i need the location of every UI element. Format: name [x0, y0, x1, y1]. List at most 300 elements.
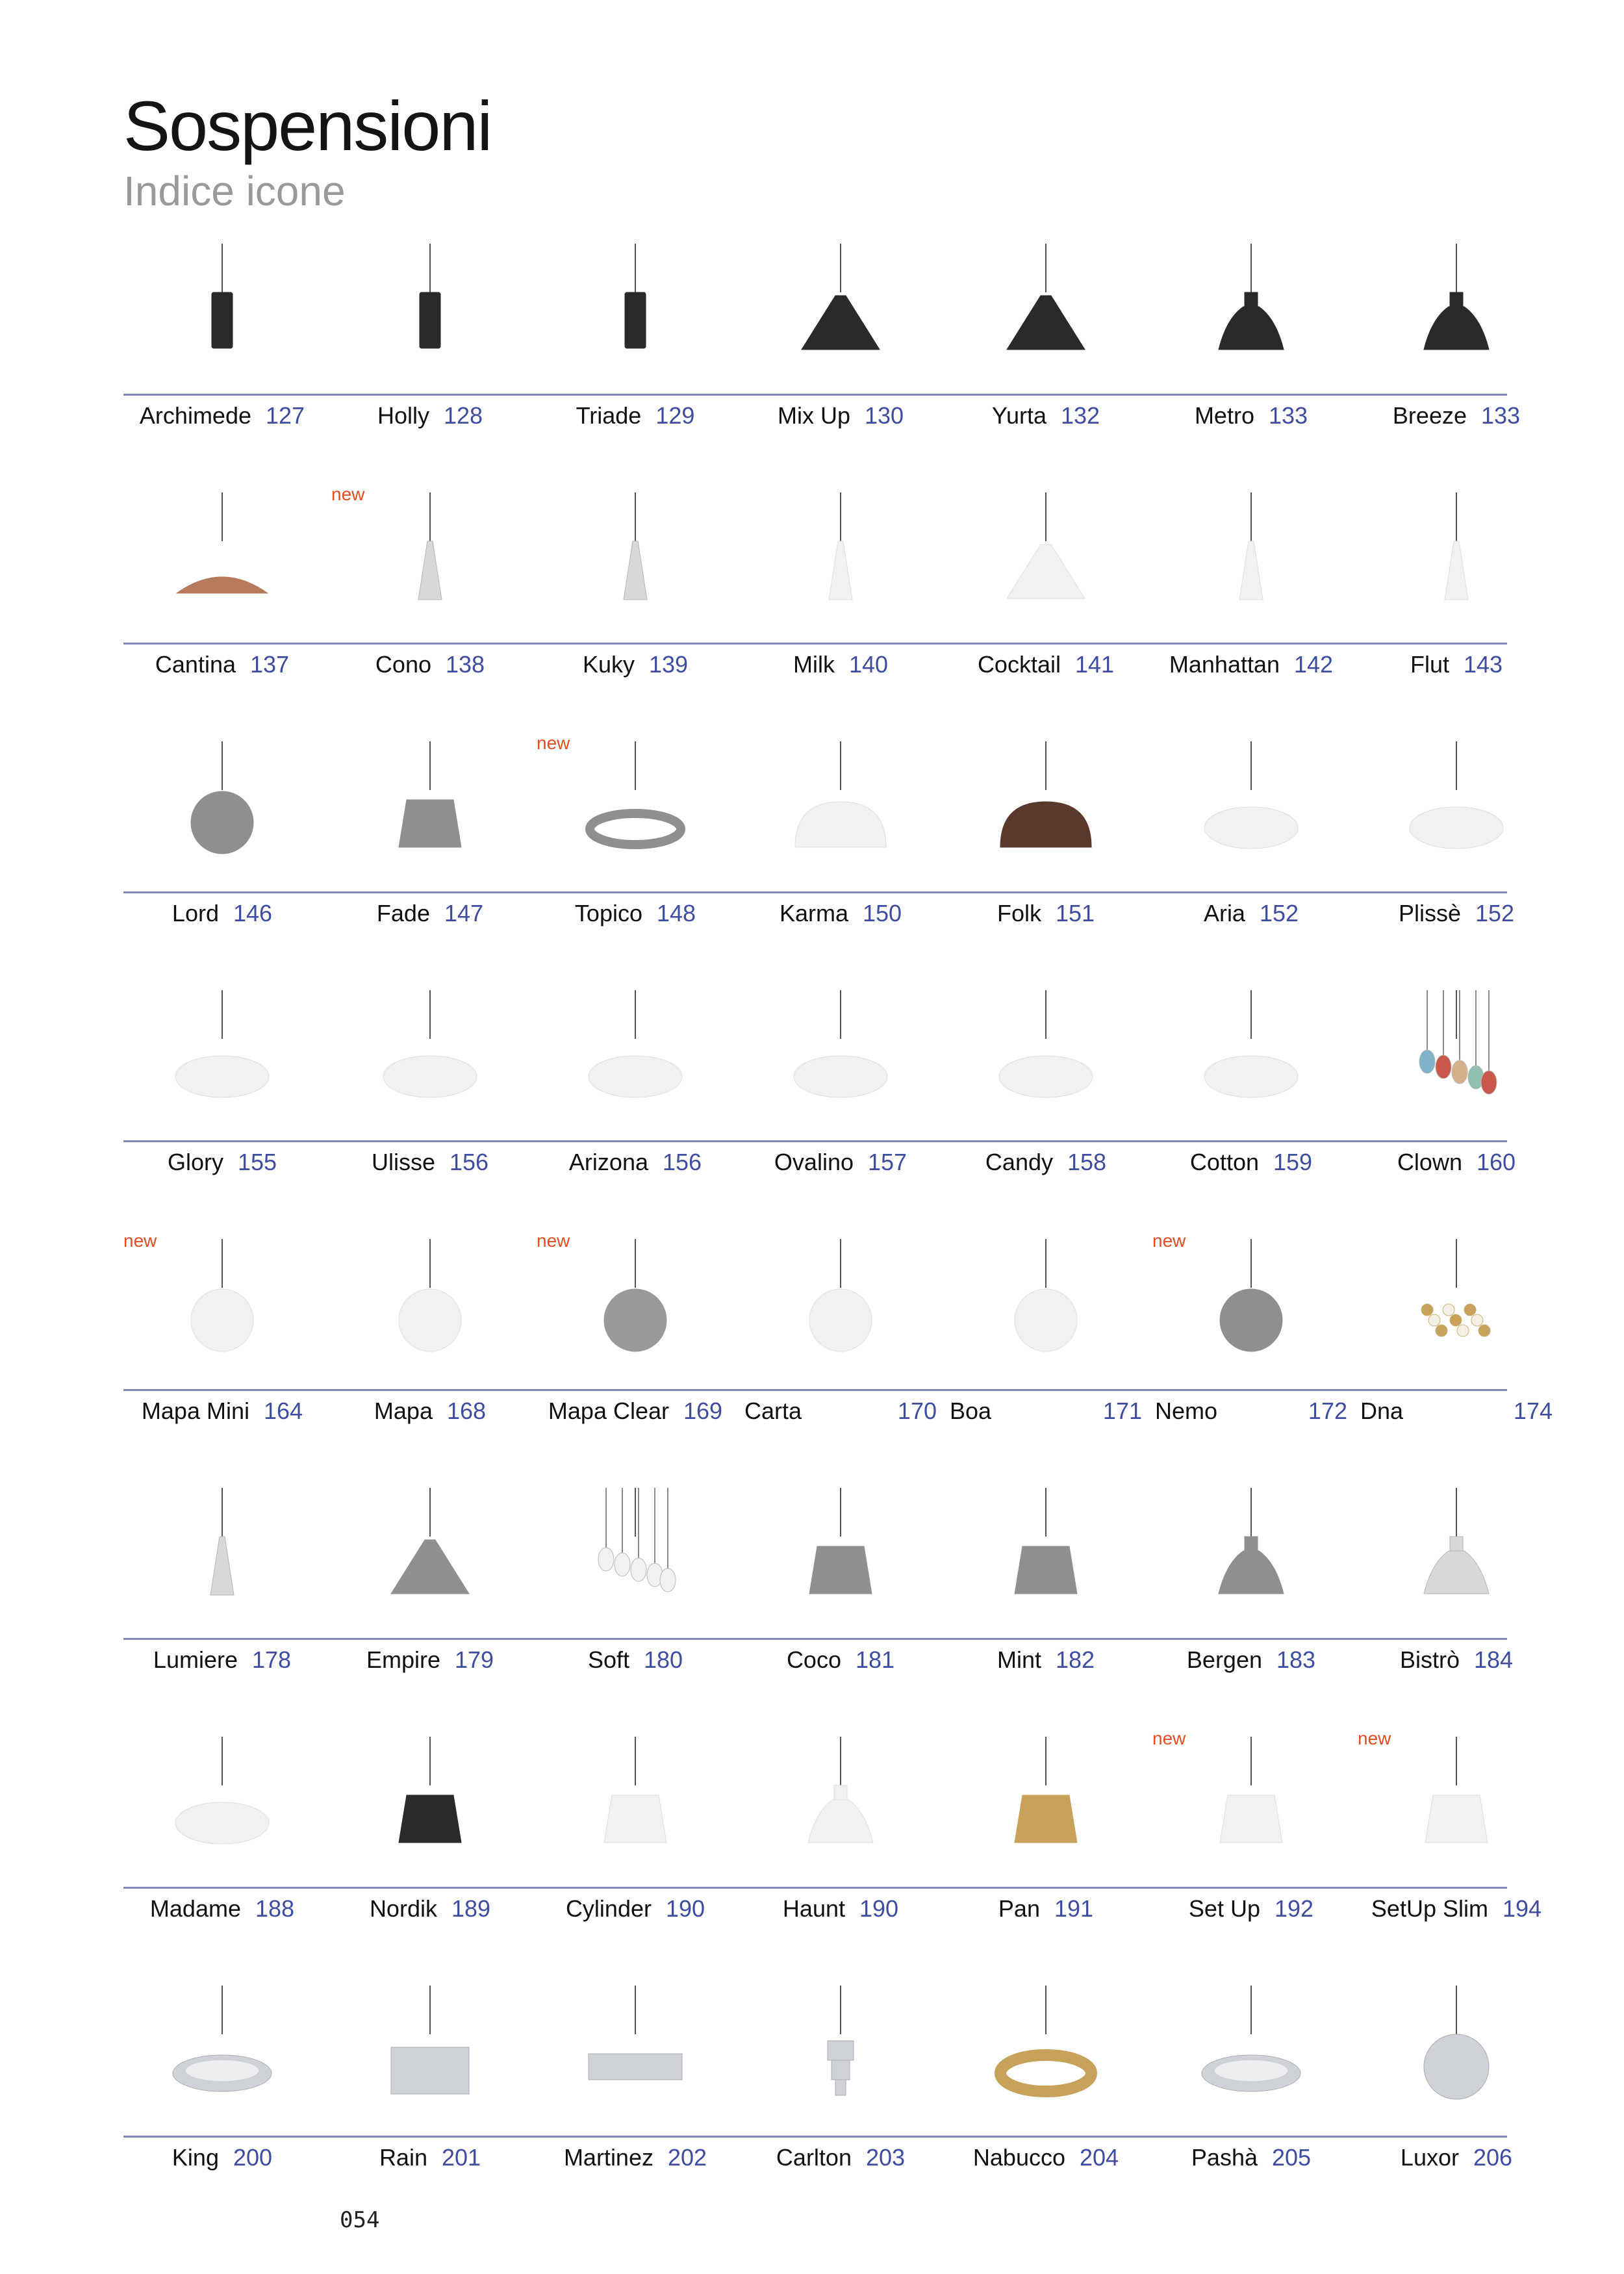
slim-cone-pendant-icon [570, 483, 700, 626]
new-badge: new [537, 1231, 570, 1251]
product-tile[interactable] [1152, 1727, 1350, 1976]
product-name: Madame [149, 1895, 241, 1922]
product-caption [1152, 1399, 1350, 1423]
product-page-ref[interactable]: 156 [662, 1149, 702, 1175]
product-tile[interactable] [1152, 980, 1350, 1229]
product-tile[interactable] [742, 1229, 939, 1478]
product-page-ref[interactable]: 189 [451, 1895, 491, 1922]
cylinder-pendant-icon [365, 234, 495, 377]
product-page-ref[interactable]: 168 [446, 1398, 487, 1424]
product-tile[interactable] [1358, 234, 1555, 483]
globe-pendant-icon [570, 1229, 700, 1372]
product-tile[interactable] [1152, 1976, 1350, 2225]
disc-pendant-icon [157, 980, 287, 1123]
product-name: Cocktail [977, 651, 1061, 678]
product-caption [331, 1399, 529, 1423]
globe-pendant-icon [157, 732, 287, 875]
product-tile[interactable] [331, 1976, 529, 2225]
cone-pendant-icon [776, 234, 906, 377]
product-caption [742, 2146, 939, 2169]
product-tile[interactable] [331, 1229, 529, 1478]
product-page-ref[interactable]: 155 [237, 1149, 277, 1175]
product-tile[interactable] [537, 483, 734, 732]
product-name: Carta [744, 1398, 802, 1424]
product-page-ref[interactable]: 205 [1272, 2144, 1312, 2171]
new-badge: new [331, 484, 365, 504]
product-name: Topico [574, 900, 642, 926]
product-page-ref[interactable]: 206 [1473, 2144, 1513, 2171]
disc-pendant-icon [776, 980, 906, 1123]
product-caption [537, 404, 734, 428]
product-name: Mapa [374, 1398, 433, 1424]
product-tile[interactable] [123, 980, 321, 1229]
disc-pendant-icon [1186, 980, 1316, 1123]
product-tile[interactable] [1358, 1727, 1555, 1976]
new-badge: new [1152, 1728, 1186, 1748]
product-caption [123, 1648, 321, 1672]
cone-pendant-icon [981, 483, 1111, 626]
product-tile[interactable] [947, 1727, 1145, 1976]
disc-pendant-icon [1391, 732, 1521, 875]
product-caption [947, 404, 1145, 428]
product-name: Breeze [1392, 402, 1467, 429]
bell-pendant-icon [1391, 1478, 1521, 1621]
product-caption [537, 902, 734, 925]
product-name: Cylinder [565, 1895, 652, 1922]
product-page-ref[interactable]: 150 [862, 900, 902, 926]
product-caption [742, 1897, 939, 1921]
product-name: Lord [171, 900, 219, 926]
disc-pendant-icon [981, 980, 1111, 1123]
row-divider [123, 394, 1507, 396]
index-row [123, 1229, 1553, 1478]
product-caption [1152, 1648, 1350, 1672]
product-tile[interactable] [742, 1976, 939, 2225]
product-tile[interactable] [1152, 1478, 1350, 1727]
product-page-ref[interactable]: 132 [1060, 402, 1100, 429]
product-caption [537, 1897, 734, 1921]
index-row [123, 732, 1515, 980]
slim-cone-pendant-icon [157, 1478, 287, 1621]
product-caption [742, 653, 939, 676]
product-page-ref[interactable]: 204 [1080, 2144, 1119, 2171]
product-caption [537, 1648, 734, 1672]
product-name: Plissè [1398, 900, 1461, 926]
product-page-ref[interactable]: 191 [1054, 1895, 1094, 1922]
slim-cone-pendant-icon [1186, 483, 1316, 626]
row-divider [123, 891, 1507, 893]
product-page-ref[interactable]: 182 [1055, 1646, 1095, 1673]
product-page-ref[interactable]: 184 [1473, 1646, 1514, 1673]
product-tile[interactable] [331, 732, 529, 980]
product-caption [123, 404, 321, 428]
product-name: Soft [587, 1646, 629, 1673]
crystal-disc-pendant-icon [157, 1976, 287, 2119]
product-page-ref[interactable]: 151 [1055, 900, 1095, 926]
product-name: Kuky [582, 651, 635, 678]
product-page-ref[interactable]: 148 [656, 900, 696, 926]
product-caption [1152, 404, 1350, 428]
product-name: Archimede [139, 402, 251, 429]
cylinder-pendant-icon [157, 234, 287, 377]
product-page-ref[interactable]: 128 [443, 402, 483, 429]
product-caption [1358, 653, 1555, 676]
product-name: Bistrò [1399, 1646, 1460, 1673]
product-page-ref[interactable]: 138 [445, 651, 485, 678]
product-caption [947, 902, 1145, 925]
product-tile[interactable] [742, 1727, 939, 1976]
product-page-ref[interactable]: 179 [454, 1646, 494, 1673]
dish-pendant-icon [157, 483, 287, 626]
product-page-ref[interactable]: 152 [1259, 900, 1299, 926]
product-tile[interactable] [537, 732, 734, 980]
product-page-ref[interactable]: 143 [1463, 651, 1503, 678]
product-name: Mix Up [777, 402, 850, 429]
product-name: Pashà [1191, 2144, 1258, 2171]
product-name: Nabucco [972, 2144, 1065, 2171]
product-page-ref[interactable]: 201 [441, 2144, 481, 2171]
product-page-ref[interactable]: 169 [683, 1398, 723, 1424]
product-caption [537, 1399, 734, 1423]
disc-pendant-icon [157, 1727, 287, 1870]
cone-pendant-icon [365, 1478, 495, 1621]
product-caption [1358, 2146, 1555, 2169]
cluster-pendant-icon [1391, 1229, 1521, 1372]
product-caption [742, 1648, 939, 1672]
disc-pendant-icon [365, 980, 495, 1123]
page-subtitle: Indice icone [123, 168, 346, 214]
cylinder-pendant-icon [570, 234, 700, 377]
product-tile[interactable] [947, 483, 1145, 732]
product-tile[interactable] [537, 1229, 734, 1478]
cone-pendant-icon [981, 234, 1111, 377]
product-page-ref[interactable]: 174 [1513, 1398, 1553, 1424]
product-name: Luxor [1400, 2144, 1459, 2171]
product-name: Arizona [568, 1149, 648, 1175]
disc-pendant-icon [570, 980, 700, 1123]
product-page-ref[interactable]: 137 [250, 651, 290, 678]
product-caption [331, 1151, 529, 1174]
product-page-ref[interactable]: 133 [1481, 402, 1521, 429]
product-caption [537, 653, 734, 676]
product-tile[interactable] [947, 732, 1145, 980]
product-name: Coco [786, 1646, 841, 1673]
product-page-ref[interactable]: 202 [667, 2144, 707, 2171]
product-page-ref[interactable]: 203 [865, 2144, 906, 2171]
crystal-tier-pendant-icon [776, 1976, 906, 2119]
product-name: Martinez [563, 2144, 653, 2171]
product-page-ref[interactable]: 180 [643, 1646, 683, 1673]
index-row [123, 1727, 1542, 1976]
product-tile[interactable] [123, 1976, 321, 2225]
product-caption [1358, 1897, 1555, 1921]
product-name: Mint [996, 1646, 1041, 1673]
drum-pendant-icon [981, 1727, 1111, 1870]
product-name: Aria [1203, 900, 1245, 926]
product-name: Mapa Mini [141, 1398, 249, 1424]
product-tile[interactable] [742, 980, 939, 1229]
product-caption [537, 2146, 734, 2169]
row-divider [123, 1638, 1507, 1640]
product-tile[interactable] [947, 1229, 1145, 1478]
product-tile[interactable] [1358, 980, 1555, 1229]
product-name: Empire [366, 1646, 440, 1673]
product-name: Ulisse [371, 1149, 435, 1175]
globe-pendant-icon [776, 1229, 906, 1372]
product-tile[interactable] [1358, 1478, 1555, 1727]
product-name: Boa [950, 1398, 992, 1424]
product-tile[interactable] [331, 483, 529, 732]
product-name: Lumiere [153, 1646, 238, 1673]
product-page-ref[interactable]: 160 [1476, 1149, 1516, 1175]
bell-pendant-icon [1186, 1478, 1316, 1621]
product-page-ref[interactable]: 181 [855, 1646, 895, 1673]
product-tile[interactable] [1152, 234, 1350, 483]
product-page-ref[interactable]: 140 [848, 651, 889, 678]
product-page-ref[interactable]: 172 [1308, 1398, 1347, 1424]
product-tile[interactable] [537, 980, 734, 1229]
crystal-drum-pendant-icon [365, 1976, 495, 2119]
product-tile[interactable] [947, 1478, 1145, 1727]
product-page-ref[interactable]: 157 [867, 1149, 907, 1175]
product-tile[interactable] [331, 1727, 529, 1976]
product-page-ref[interactable]: 127 [266, 402, 305, 429]
product-page-ref[interactable]: 133 [1268, 402, 1308, 429]
product-name: Candy [985, 1149, 1053, 1175]
product-name: King [171, 2144, 219, 2171]
product-page-ref[interactable]: 152 [1475, 900, 1515, 926]
product-caption [1358, 1151, 1555, 1174]
product-page-ref[interactable]: 178 [251, 1646, 292, 1673]
product-caption [742, 1399, 939, 1423]
product-page-ref[interactable]: 142 [1294, 651, 1334, 678]
product-page-ref[interactable]: 194 [1502, 1895, 1542, 1922]
product-page-ref[interactable]: 164 [263, 1398, 303, 1424]
product-page-ref[interactable]: 190 [665, 1895, 705, 1922]
product-index-grid [123, 234, 1553, 2225]
product-caption [123, 1151, 321, 1174]
product-name: Ovalino [774, 1149, 854, 1175]
product-caption [947, 1897, 1145, 1921]
drum-pendant-icon [1186, 1727, 1316, 1870]
product-tile[interactable] [331, 980, 529, 1229]
product-tile[interactable] [947, 1976, 1145, 2225]
crystal-disc-pendant-icon [1186, 1976, 1316, 2119]
product-caption [1358, 1399, 1555, 1423]
product-caption [1152, 2146, 1350, 2169]
drum-pendant-icon [365, 1727, 495, 1870]
new-badge: new [1358, 1728, 1391, 1748]
product-tile[interactable] [947, 234, 1145, 483]
product-caption [123, 1399, 321, 1423]
product-name: Set Up [1188, 1895, 1260, 1922]
product-name: Folk [996, 900, 1041, 926]
product-page-ref[interactable]: 156 [449, 1149, 489, 1175]
product-name: Nemo [1155, 1398, 1218, 1424]
product-name: Haunt [782, 1895, 845, 1922]
product-caption [742, 1151, 939, 1174]
product-tile[interactable] [742, 234, 939, 483]
product-name: Bergen [1186, 1646, 1262, 1673]
product-tile[interactable] [537, 1727, 734, 1976]
row-divider [123, 2136, 1507, 2138]
product-page-ref[interactable]: 129 [655, 402, 695, 429]
product-name: Manhattan [1169, 651, 1280, 678]
product-page-ref[interactable]: 130 [864, 402, 904, 429]
product-tile[interactable] [123, 1478, 321, 1727]
product-name: Holly [377, 402, 429, 429]
product-tile[interactable] [1358, 483, 1555, 732]
product-caption [1152, 902, 1350, 925]
product-name: Dna [1360, 1398, 1404, 1424]
product-name: Clown [1397, 1149, 1462, 1175]
product-caption [123, 2146, 321, 2169]
product-caption [331, 1897, 529, 1921]
product-name: Triade [576, 402, 642, 429]
product-tile[interactable] [1152, 732, 1350, 980]
globe-pendant-icon [157, 1229, 287, 1372]
product-tile[interactable] [123, 1727, 321, 1976]
drum-pendant-icon [1391, 1727, 1521, 1870]
product-tile[interactable] [123, 234, 321, 483]
product-page-ref[interactable]: 158 [1067, 1149, 1107, 1175]
product-name: Cotton [1189, 1149, 1259, 1175]
page-number: 054 [340, 2207, 380, 2233]
slim-cone-pendant-icon [365, 483, 495, 626]
globe-pendant-icon [365, 1229, 495, 1372]
product-page-ref[interactable]: 192 [1274, 1895, 1314, 1922]
product-caption [123, 902, 321, 925]
product-tile[interactable] [1358, 1229, 1555, 1478]
product-page-ref[interactable]: 190 [859, 1895, 899, 1922]
product-tile[interactable] [1152, 483, 1350, 732]
disc-pendant-icon [1186, 732, 1316, 875]
product-page-ref[interactable]: 146 [233, 900, 273, 926]
product-page-ref[interactable]: 170 [897, 1398, 937, 1424]
product-tile[interactable] [123, 483, 321, 732]
page-title: Sospensioni [123, 86, 492, 165]
product-tile[interactable] [742, 483, 939, 732]
product-name: Glory [167, 1149, 223, 1175]
product-caption [947, 1151, 1145, 1174]
product-name: Fade [376, 900, 430, 926]
product-tile[interactable] [123, 1229, 321, 1478]
drum-pendant-icon [776, 1478, 906, 1621]
slim-cone-pendant-icon [776, 483, 906, 626]
index-row [123, 1976, 1513, 2225]
row-divider [123, 1389, 1507, 1391]
product-tile[interactable] [537, 234, 734, 483]
product-name: Pan [998, 1895, 1040, 1922]
dome-pendant-icon [776, 732, 906, 875]
product-tile[interactable] [1152, 1229, 1350, 1478]
product-page-ref[interactable]: 141 [1074, 651, 1115, 678]
product-caption [1358, 1648, 1555, 1672]
new-badge: new [1152, 1231, 1186, 1251]
product-name: Flut [1410, 651, 1449, 678]
product-tile[interactable] [537, 1478, 734, 1727]
crystal-bar-pendant-icon [570, 1976, 700, 2119]
product-caption [742, 404, 939, 428]
globe-pendant-icon [1186, 1229, 1316, 1372]
product-caption [947, 1399, 1145, 1423]
product-page-ref[interactable]: 159 [1273, 1149, 1313, 1175]
product-name: Yurta [991, 402, 1047, 429]
bell-pendant-icon [1186, 234, 1316, 377]
product-page-ref[interactable]: 183 [1276, 1646, 1316, 1673]
product-caption [947, 1648, 1145, 1672]
product-name: Karma [779, 900, 848, 926]
new-badge: new [123, 1231, 157, 1251]
crystal-globe-pendant-icon [1391, 1976, 1521, 2119]
product-tile[interactable] [331, 234, 529, 483]
product-caption [947, 653, 1145, 676]
slim-cone-pendant-icon [1391, 483, 1521, 626]
multi-drop-pendant-icon [1391, 980, 1521, 1123]
product-name: Rain [379, 2144, 427, 2171]
product-tile[interactable] [742, 1478, 939, 1727]
index-row [123, 1478, 1514, 1727]
new-badge: new [537, 733, 570, 753]
product-name: Cantina [155, 651, 236, 678]
product-name: Milk [793, 651, 835, 678]
product-caption [947, 2146, 1145, 2169]
product-caption [537, 1151, 734, 1174]
product-page-ref[interactable]: 188 [255, 1895, 295, 1922]
product-name: Cono [375, 651, 431, 678]
index-row [123, 234, 1521, 483]
product-caption [331, 902, 529, 925]
index-row [123, 483, 1507, 732]
product-page-ref[interactable]: 200 [233, 2144, 273, 2171]
product-caption [331, 2146, 529, 2169]
product-caption [1152, 1897, 1350, 1921]
crystal-ring-pendant-icon [981, 1976, 1111, 2119]
product-caption [331, 1648, 529, 1672]
product-name: Metro [1194, 402, 1254, 429]
product-caption [1358, 902, 1555, 925]
product-caption [123, 653, 321, 676]
product-caption [331, 404, 529, 428]
dome-pendant-icon [981, 732, 1111, 875]
product-name: Carlton [776, 2144, 852, 2171]
product-caption [1152, 653, 1350, 676]
product-page-ref[interactable]: 139 [648, 651, 689, 678]
drum-pendant-icon [365, 732, 495, 875]
product-page-ref[interactable]: 171 [1102, 1398, 1142, 1424]
product-tile[interactable] [1358, 732, 1555, 980]
product-name: SetUp Slim [1371, 1895, 1488, 1922]
product-tile[interactable] [123, 732, 321, 980]
product-tile[interactable] [742, 732, 939, 980]
product-caption [123, 1897, 321, 1921]
product-name: Nordik [369, 1895, 437, 1922]
drum-pendant-icon [570, 1727, 700, 1870]
bell-pendant-icon [1391, 234, 1521, 377]
globe-pendant-icon [981, 1229, 1111, 1372]
row-divider [123, 643, 1507, 645]
index-row [123, 980, 1516, 1229]
product-name: Mapa Clear [548, 1398, 669, 1424]
product-tile[interactable] [537, 1976, 734, 2225]
ring-pendant-icon [570, 732, 700, 875]
product-caption [1152, 1151, 1350, 1174]
product-tile[interactable] [947, 980, 1145, 1229]
product-tile[interactable] [1358, 1976, 1555, 2225]
row-divider [123, 1140, 1507, 1142]
product-page-ref[interactable]: 147 [444, 900, 484, 926]
product-tile[interactable] [331, 1478, 529, 1727]
